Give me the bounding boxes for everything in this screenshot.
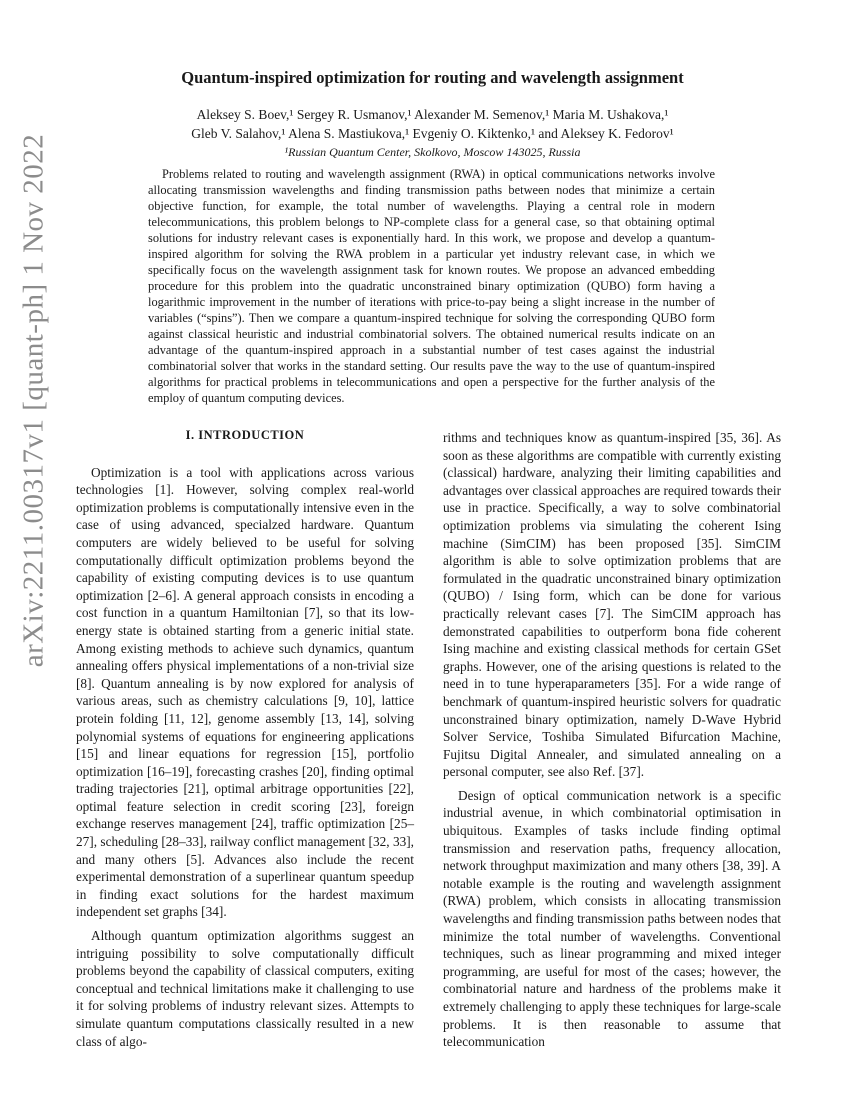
author-line-1: Aleksey S. Boev,¹ Sergey R. Usmanov,¹ Alexander M. Semenov,¹ Maria M. Ushakova,¹ [196, 107, 669, 122]
right-column [443, 429, 781, 1057]
arxiv-identifier-stamp [4, 110, 64, 690]
section-heading: I. INTRODUCTION [185, 428, 305, 442]
arxiv-identifier-text: arXiv:2211.00317v1 [quant-ph] 1 Nov 2022 [17, 133, 50, 667]
author-list [90, 105, 775, 143]
body-paragraph: rithms and techniques know as quantum-inspired [35, 36]. As soon as these algorithms are compatible with currently existing (classical) hardware, analyzing their limiting capabilities and advantages over classical approaches are required towards their use in practice. Specifically, a way to solve combinatorial optimization problems via simulating the coherent Ising machine (SimCIM) has been proposed [35]. SimCIM algorithm is able to solve optimization problems that are formulated in the quadratic unconstrained binary optimization (QUBO) / Ising form, which can be done for various practically relevant cases [7]. The SimCIM approach has demonstrated capabilities to outperform bona fide coherent Ising machine and existing classical methods for certain GSet graphs. However, one of the arising questions is related to the need in to tune hyperaparameters [35]. For a wide range of benchmark of quantum-inspired heuristic solvers for quadratic unconstrained binary optimization, namely D-Wave Hybrid Solver Service, Toshiba Simulated Bifurcation Machine, Fujitsu Digital Annealer, and simulated annealing on a personal computer, see also Ref. [37]. [443, 430, 781, 780]
left-column [76, 425, 414, 1056]
paper-title: Quantum-inspired optimization for routing and wavelength assignment [181, 68, 684, 87]
body-paragraph: Although quantum optimization algorithms suggest an intriguing possibility to solve computationally difficult problems beyond the capability of classical computers, exiting conceptual and technical limitations make it challenging to use it for solving problems of industry relevant sizes. Attempts to simulate quantum computations classically resulted in a new class of algo- [76, 928, 414, 1049]
body-paragraph: Optimization is a tool with applications across various technologies [1]. However, solving complex real-world optimization problems is computationally intensive even in the case of using advanced, specialzed hardware. Quantum computers are widely believed to be useful for solving computationally difficult optimization problems beyond the capability of existing computing devices is to use quantum optimization [2–6]. A general approach consists in encoding a cost function in a quantum Hamiltonian [7], so that its low-energy state is obtained starting from a generic initial state. Among existing methods to achieve such dynamics, quantum annealing offers physical implementations of a non-trivial size [8]. Quantum annealing is by now explored for analysis of various areas, such as chemistry calculations [9, 10], lattice protein folding [11, 12], genome assembly [13, 14], solving polynomial systems of equations for engineering applications [15] and linear equations for regression [15], portfolio optimization [16–19], forecasting crashes [20], finding optimal trading trajectories [21], optimal arbitrage opportunities [22], optimal feature selection in credit scoring [23], foreign exchange reserves management [24], traffic optimization [25–27], scheduling [28–33], railway conflict management [32, 33], and many others [5]. Advances also include the recent experimental demonstration of a superlinear quantum speedup in finding exact solutions for the hardest maximum independent set graphs [34]. [76, 464, 414, 920]
abstract: Problems related to routing and wavelength assignment (RWA) in optical communications networks involve allocating transmission wavelengths and finding transmission paths between nodes that minimize a certain objective function, for example, the total number of wavelengths. Playing a central role in modern telecommunications, this problem belongs to NP-complete class for a general case, so that obtaining optimal solutions for industry relevant cases is exponentially hard. In this work, we propose and develop a quantum-inspired algorithm for solving the RWA problem in a particular yet industry relevant case, in which we specifically focus on the wavelength assignment task for known routes. We propose an advanced embedding procedure for this problem into the quadratic unconstrained binary optimization (QUBO) form having a logarithmic improvement in the number of iterations with price-to-pay being a slight increase in the number of variables (“spins”). Then we compare a quantum-inspired technique for solving the corresponding QUBO form against classical heuristic and industrial combinatorial solvers. The obtained numerical results indicate on an advantage of the quantum-inspired approach in a substantial number of test cases against the industrial combinatorial solver that works in the standard setting. Our results pave the way to the use of quantum-inspired algorithms for practical problems in telecommunications and open a perspective for the further analysis of the employ of quantum computing devices. [148, 167, 715, 405]
body-paragraph: Design of optical communication network is a specific industrial avenue, in which combinatorial optimisation in ubiquitous. Examples of tasks include finding optimal transmission and reservation paths, frequency allocation, network throughput maximization and many others [38, 39]. A notable example is the routing and wavelength assignment (RWA) problem, which consists in allocating transmission wavelengths and finding transmission paths between nodes that minimize the total number of wavelengths. Conventional techniques, such as linear programming and mixed integer programming, are useful for most of the cases; however, the combinatorial nature and hardness of the problems make it extremely challenging to apply these techniques for large-scale problems. It is then reasonable to assume that telecommunication [443, 787, 781, 1050]
affiliation: ¹Russian Quantum Center, Skolkovo, Moscow 143025, Russia [284, 145, 581, 159]
author-line-2: Gleb V. Salahov,¹ Alena S. Mastiukova,¹ Evgeniy O. Kiktenko,¹ and Aleksey K. Fedorov¹ [191, 126, 674, 141]
